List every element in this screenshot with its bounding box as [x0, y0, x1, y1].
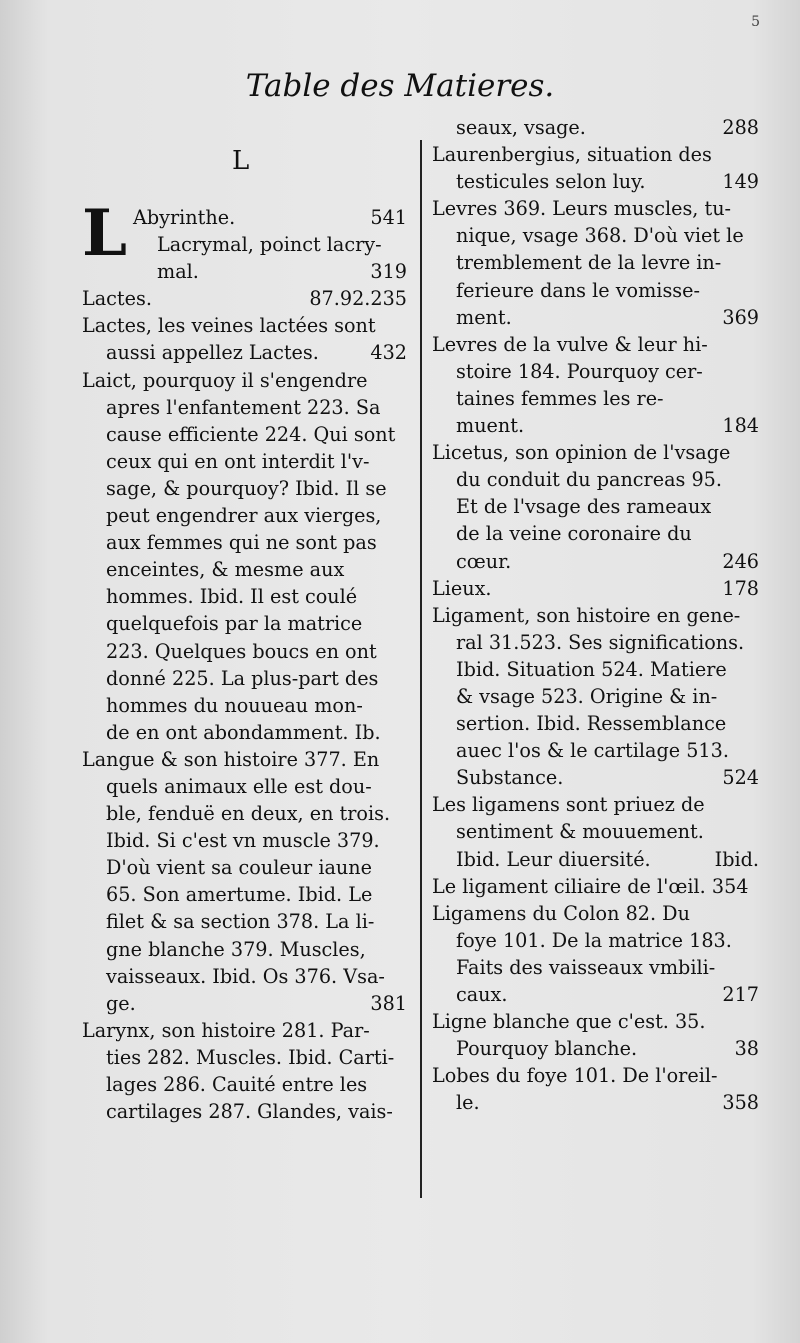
index-entry: [432, 575, 759, 602]
entry-line: [432, 900, 759, 927]
entry-line: [82, 1071, 407, 1098]
index-entry: [82, 285, 407, 312]
entry-text: Laict, pourquoy il s'engendre: [82, 368, 368, 392]
section-letter: L: [232, 146, 250, 176]
entry-text: gne blanche 379. Muscles,: [106, 937, 366, 961]
entry-text: peut engendrer aux vierges,: [106, 504, 382, 528]
index-entry: [432, 439, 759, 574]
index-entry: [432, 1062, 759, 1116]
entry-line: [82, 638, 407, 665]
left-column: [82, 196, 407, 1125]
entry-line: [82, 827, 407, 854]
page-reference: 319: [370, 260, 407, 284]
entry-line: [82, 854, 407, 881]
entry-text: sertion. Ibid. Ressemblance: [456, 712, 727, 736]
page-reference: 217: [722, 983, 759, 1006]
entry-line: [82, 475, 407, 502]
entry-text: & vsage 523. Origine & in-: [456, 684, 718, 708]
entry-text: cartilages 287. Glandes, vais-: [106, 1100, 393, 1124]
page-reference: 381: [370, 991, 407, 1015]
entry-line: [432, 331, 759, 358]
index-entry: [432, 331, 759, 439]
page-reference: 358: [722, 1091, 759, 1115]
entry-line: [82, 529, 407, 556]
entry-text: Licetus, son opinion de l'vsage: [432, 441, 731, 465]
entry-line: [432, 737, 759, 764]
entry-line: [432, 493, 759, 520]
entry-line: [82, 610, 407, 637]
entry-text: ge.: [106, 991, 136, 1015]
page-reference: 87.92.235: [309, 287, 407, 311]
entry-line: [432, 873, 759, 900]
index-entry: [432, 873, 759, 900]
entry-text: Pourquoy blanche.: [456, 1037, 638, 1061]
page-reference: 246: [722, 549, 759, 573]
entry-line: [432, 710, 759, 737]
entry-line: [432, 1008, 759, 1035]
entry-line: [432, 764, 759, 791]
entry-text: hommes du nouueau mon-: [106, 693, 363, 717]
entry-text: Levres de la vulve & leur hi-: [432, 332, 708, 356]
entry-line: [432, 385, 759, 412]
entry-line: [82, 448, 407, 475]
entry-text: Langue & son histoire 377. En: [82, 747, 380, 771]
entry-text: caux.: [456, 983, 508, 1006]
entry-line: [82, 665, 407, 692]
entry-line: [82, 800, 407, 827]
entry-line: [82, 1017, 407, 1044]
entry-text: Ligamens du Colon 82. Du: [432, 901, 690, 925]
entry-text: Laurenbergius, situation des: [432, 143, 712, 167]
entry-line: [432, 114, 759, 141]
index-entry: [432, 1008, 759, 1062]
entry-text: le.: [456, 1091, 480, 1115]
entry-line: [432, 954, 759, 981]
entry-line: [432, 222, 759, 249]
entry-text: ral 31.523. Ses significations.: [456, 630, 745, 654]
page-reference: 524: [722, 766, 759, 790]
entry-text: ceux qui en ont interdit l'v-: [106, 449, 370, 473]
entry-text: quelquefois par la matrice: [106, 612, 363, 636]
index-entry: [432, 900, 759, 1008]
entry-line: [82, 990, 407, 1017]
entry-text: Et de l'vsage des rameaux: [456, 495, 712, 519]
entry-line: [82, 719, 407, 746]
entry-text: seaux, vsage.: [456, 116, 586, 139]
entry-line: [82, 394, 407, 421]
entry-line: [432, 439, 759, 466]
page-reference: 541: [370, 206, 407, 229]
entry-text: muent.: [456, 414, 525, 438]
page-reference: 38: [734, 1037, 759, 1061]
entry-line: [432, 520, 759, 547]
entry-text: Faits des vaisseaux vmbili-: [456, 955, 716, 979]
entry-text: Levres 369. Leurs muscles, tu-: [432, 197, 732, 221]
entry-text: aussi appellez Lactes.: [106, 341, 319, 365]
entry-text: taines femmes les re-: [456, 386, 664, 410]
entry-line: [432, 656, 759, 683]
entry-line: [432, 791, 759, 818]
entry-text: Le ligament ciliaire de l'œil. 354: [432, 874, 749, 898]
entry-line: [432, 466, 759, 493]
index-entry: [432, 791, 759, 872]
entry-line: [432, 981, 759, 1008]
entry-text: nique, vsage 368. D'où viet le: [456, 224, 744, 248]
entry-text: de en ont abondamment. Ib.: [106, 720, 381, 744]
entry-line: [432, 195, 759, 222]
entry-line: [432, 575, 759, 602]
entry-text: Lactes.: [82, 287, 152, 311]
entry-line: [82, 1098, 407, 1125]
index-entry: [82, 746, 407, 1017]
entry-text: foye 101. De la matrice 183.: [456, 928, 732, 952]
entry-line: [432, 249, 759, 276]
entry-text: cause efficiente 224. Qui sont: [106, 422, 396, 446]
entry-text: Ibid. Situation 524. Matiere: [456, 657, 727, 681]
entry-text: tremblement de la levre in-: [456, 251, 722, 275]
entry-text: Ligne blanche que c'est. 35.: [432, 1010, 706, 1034]
entry-text: Ligament, son histoire en gene-: [432, 603, 741, 627]
index-entry: [432, 141, 759, 195]
corner-mark: 5: [751, 14, 760, 30]
page-reference: 184: [722, 414, 759, 438]
entry-text: cœur.: [456, 549, 512, 573]
entry-line: [432, 846, 759, 873]
entry-line: [432, 358, 759, 385]
index-entry: [82, 196, 407, 285]
entry-line: [82, 367, 407, 394]
entry-text: Lobes du foye 101. De l'oreil-: [432, 1064, 718, 1088]
entry-text: vaisseaux. Ibid. Os 376. Vsa-: [106, 964, 385, 988]
entry-text: sentiment & mouuement.: [456, 820, 704, 844]
index-entry: [432, 195, 759, 330]
entry-text: ble, fenduë en deux, en trois.: [106, 802, 391, 826]
entry-text: sage, & pourquoy? Ibid. Il se: [106, 476, 387, 500]
entry-text: ment.: [456, 305, 512, 329]
right-column: [432, 114, 759, 1116]
entry-text: Substance.: [456, 766, 564, 790]
entry-line: [432, 141, 759, 168]
entry-text: Lieux.: [432, 576, 492, 600]
page-reference: Ibid.: [714, 847, 759, 871]
entry-line: [432, 602, 759, 629]
entry-line: [432, 1089, 759, 1116]
entry-line: [82, 773, 407, 800]
entry-line: [82, 908, 407, 935]
entry-line: [432, 548, 759, 575]
entry-line: [82, 502, 407, 529]
entry-text: 223. Quelques boucs en ont: [106, 639, 377, 663]
entry-line: [432, 1035, 759, 1062]
entry-line: [82, 746, 407, 773]
drop-cap: L: [82, 196, 127, 271]
entry-text: ties 282. Muscles. Ibid. Carti-: [106, 1045, 395, 1069]
entry-text: de la veine coronaire du: [456, 522, 692, 546]
entry-text: aux femmes qui ne sont pas: [106, 531, 377, 555]
entry-text: D'où vient sa couleur iaune: [106, 856, 372, 880]
entry-text: Ibid. Si c'est vn muscle 379.: [106, 829, 380, 853]
entry-line: [82, 312, 407, 339]
entry-line: [82, 421, 407, 448]
entry-text: testicules selon luy.: [456, 170, 646, 194]
entry-text: hommes. Ibid. Il est coulé: [106, 585, 358, 609]
entry-line: [432, 412, 759, 439]
entry-text: 65. Son amertume. Ibid. Le: [106, 883, 373, 907]
index-entry: [432, 602, 759, 792]
entry-text: apres l'enfantement 223. Sa: [106, 395, 381, 419]
entry-text: Lactes, les veines lactées sont: [82, 314, 376, 338]
entry-text: donné 225. La plus-part des: [106, 666, 379, 690]
page-reference: 432: [370, 341, 407, 365]
index-entry: [82, 312, 407, 366]
entry-text: stoire 184. Pourquoy cer-: [456, 359, 703, 383]
entry-text: lages 286. Cauité entre les: [106, 1073, 368, 1096]
entry-line: [133, 204, 407, 231]
entry-text: quels animaux elle est dou-: [106, 774, 372, 798]
entry-text: mal.: [157, 260, 199, 284]
entry-line: [133, 258, 407, 285]
entry-line: [82, 963, 407, 990]
entry-line: [133, 231, 407, 258]
entry-line: [432, 629, 759, 656]
page-reference: 369: [722, 305, 759, 329]
entry-text: Lacrymal, poinct lacry-: [157, 233, 382, 257]
entry-line: [432, 927, 759, 954]
entry-text: Les ligamens sont priuez de: [432, 793, 705, 817]
entry-line: [82, 692, 407, 719]
entry-text: Ibid. Leur diuersité.: [456, 847, 651, 871]
entry-line: [82, 556, 407, 583]
index-entry: [82, 367, 407, 746]
entry-text: Larynx, son histoire 281. Par-: [82, 1018, 370, 1042]
entry-line: [82, 339, 407, 366]
page-title: Table des Matieres.: [245, 68, 555, 104]
entry-text: ferieure dans le vomisse-: [456, 278, 700, 302]
page-reference: 178: [722, 576, 759, 600]
entry-line: [432, 818, 759, 845]
page-reference: 149: [722, 170, 759, 194]
entry-text: du conduit du pancreas 95.: [456, 468, 722, 492]
index-entry: [82, 1017, 407, 1125]
entry-text: auec l'os & le cartilage 513.: [456, 739, 729, 763]
entry-text: enceintes, & mesme aux: [106, 558, 345, 582]
entry-text: filet & sa section 378. La li-: [106, 910, 375, 934]
entry-line: [432, 168, 759, 195]
index-entry: [432, 114, 759, 141]
entry-text: Abyrinthe.: [133, 206, 236, 229]
entry-line: [82, 285, 407, 312]
column-divider: [420, 140, 422, 1198]
entry-line: [82, 1044, 407, 1071]
entry-line: [432, 277, 759, 304]
entry-line: [82, 936, 407, 963]
entry-line: [82, 881, 407, 908]
page-reference: 288: [722, 116, 759, 139]
entry-line: [432, 304, 759, 331]
entry-line: [432, 1062, 759, 1089]
entry-line: [432, 683, 759, 710]
entry-line: [82, 583, 407, 610]
